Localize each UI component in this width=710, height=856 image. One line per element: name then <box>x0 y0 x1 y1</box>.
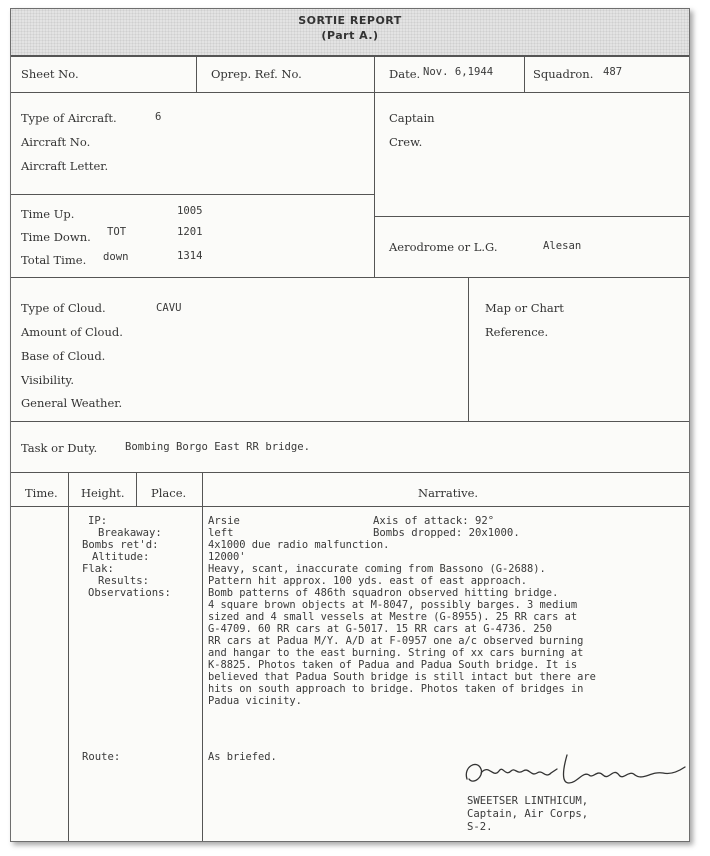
rule <box>11 92 689 93</box>
report-title: SORTIE REPORT <box>298 14 402 27</box>
axis-of-attack: Axis of attack: 92° <box>373 515 495 527</box>
divider <box>196 57 197 92</box>
time-down-value: 1201 <box>177 226 203 238</box>
narrative-column-header: Narrative. <box>418 486 479 500</box>
rule <box>11 506 689 507</box>
total-time-value: 1314 <box>177 250 203 262</box>
narrative-line: hits on south approach to bridge. Photos taken of bridges in <box>208 683 584 695</box>
narrative-line: RR cars at Padua M/Y. A/D at F-0957 one a/c observed burning <box>208 635 584 647</box>
aircraft-no-label: Aircraft No. <box>21 135 91 149</box>
route-label: Route: <box>82 751 121 763</box>
breakaway-label: Breakaway: <box>98 527 162 539</box>
time-down-extra: TOT <box>107 226 127 238</box>
flak-label: Flak: <box>82 563 114 575</box>
ip-label: IP: <box>88 515 108 527</box>
aerodrome-value: Alesan <box>543 240 582 252</box>
narrative-line: Bomb patterns of 486th squadron observed hitting bridge. <box>208 587 559 599</box>
narrative-line: Padua vicinity. <box>208 695 302 707</box>
breakaway-value: left <box>208 527 234 539</box>
place-column-header: Place. <box>151 486 187 500</box>
crew-label: Crew. <box>389 135 423 149</box>
task-value: Bombing Borgo East RR bridge. <box>125 441 310 453</box>
divider <box>374 57 375 92</box>
height-column-header: Height. <box>81 486 125 500</box>
date-value: Nov. 6,1944 <box>423 66 494 78</box>
narrative-line: 4x1000 due radio malfunction. <box>208 539 390 551</box>
narrative-line: believed that Padua South bridge is still intact but there are <box>208 671 596 683</box>
type-aircraft-value: 6 <box>155 111 162 123</box>
observations-label: Observations: <box>88 587 171 599</box>
narrative-line: Heavy, scant, inaccurate coming from Bassono (G-2688). <box>208 563 546 575</box>
narrative-line: Pattern hit approx. 100 yds. east of east approach. <box>208 575 528 587</box>
signatory-unit: S-2. <box>467 821 493 833</box>
divider <box>202 473 203 841</box>
bombs-returned-label: Bombs ret'd: <box>82 539 159 551</box>
sheet-no-label: Sheet No. <box>21 67 79 81</box>
cloud-type-label: Type of Cloud. <box>21 301 106 315</box>
narrative-line: 4 square brown objects at M-8047, possibly barges. 3 medium <box>208 599 578 611</box>
divider <box>136 473 137 506</box>
divider <box>68 473 69 841</box>
time-up-label: Time Up. <box>21 207 75 221</box>
visibility-label: Visibility. <box>21 373 75 387</box>
cloud-base-label: Base of Cloud. <box>21 349 106 363</box>
time-up-value: 1005 <box>177 205 203 217</box>
signatory-name: SWEETSER LINTHICUM, <box>467 795 589 807</box>
narrative-line: K-8825. Photos taken of Padua and Padua South bridge. It is <box>208 659 578 671</box>
cloud-amount-label: Amount of Cloud. <box>21 325 123 339</box>
squadron-value: 487 <box>603 66 623 78</box>
aerodrome-label: Aerodrome or L.G. <box>389 240 498 254</box>
rule <box>11 421 689 422</box>
captain-label: Captain <box>389 111 435 125</box>
narrative-line: and hangar to the east burning. String of xx cars burning at <box>208 647 584 659</box>
results-label: Results: <box>98 575 150 587</box>
rule <box>11 194 375 195</box>
divider <box>468 278 469 421</box>
reference-label: Reference. <box>485 325 549 339</box>
task-label: Task or Duty. <box>21 441 98 455</box>
general-weather-label: General Weather. <box>21 396 123 410</box>
sortie-report-sheet <box>10 8 690 842</box>
altitude-label: Altitude: <box>92 551 150 563</box>
narrative-line: G-4709. 60 RR cars at G-5017. 15 RR cars at G-4736. 250 <box>208 623 553 635</box>
type-aircraft-label: Type of Aircraft. <box>21 111 117 125</box>
rule <box>11 277 689 278</box>
rule <box>374 216 689 217</box>
report-subtitle: (Part A.) <box>321 29 379 42</box>
divider <box>374 93 375 277</box>
ip-value: Arsie <box>208 515 240 527</box>
time-down-label: Time Down. <box>21 230 91 244</box>
rule <box>11 472 689 473</box>
squadron-label: Squadron. <box>533 67 594 81</box>
divider <box>524 57 525 92</box>
cloud-type-value: CAVU <box>156 302 182 314</box>
handwritten-signature <box>459 749 689 793</box>
narrative-line: As briefed. <box>208 751 277 763</box>
total-time-label: Total Time. <box>21 253 87 267</box>
total-time-extra: down <box>103 251 129 263</box>
bombs-dropped: Bombs dropped: 20x1000. <box>373 527 520 539</box>
aircraft-letter-label: Aircraft Letter. <box>21 159 109 173</box>
oprep-label: Oprep. Ref. No. <box>211 67 302 81</box>
map-chart-label: Map or Chart <box>485 301 564 315</box>
narrative-line: sized and 4 small vessels at Mestre (G-8955). 25 RR cars at <box>208 611 578 623</box>
signatory-rank: Captain, Air Corps, <box>467 808 589 820</box>
time-column-header: Time. <box>25 486 58 500</box>
date-label: Date. <box>389 67 421 81</box>
narrative-line: 12000' <box>208 551 246 563</box>
